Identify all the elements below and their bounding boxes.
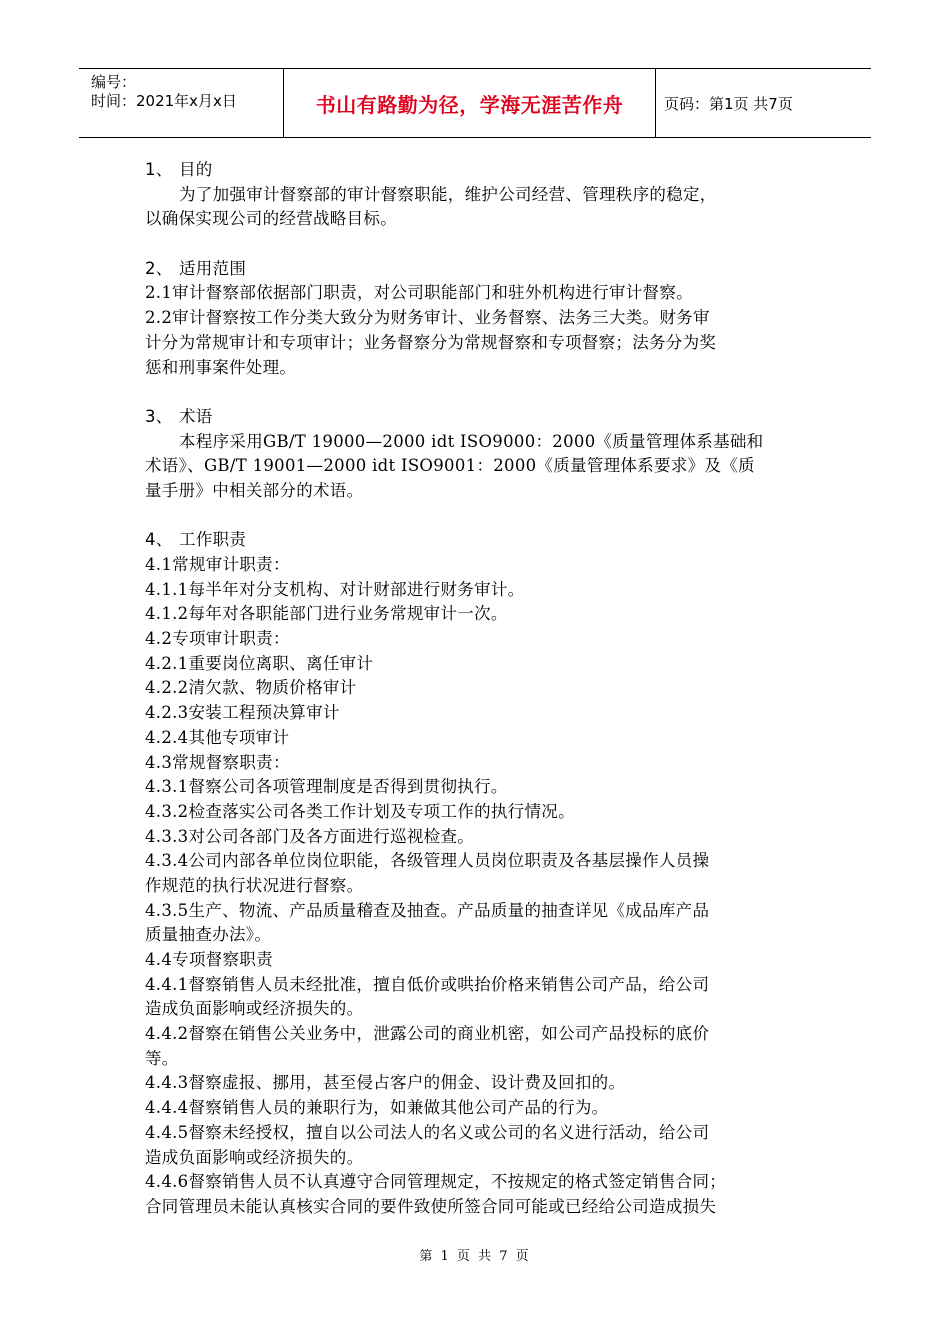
list-item: 4.4专项督察职责 bbox=[145, 950, 273, 969]
list-item: 4.3.4公司内部各单位岗位职能，各级管理人员岗位职责及各基层操作人员操 bbox=[145, 851, 710, 871]
list-item: 4.3.3对公司各部门及各方面进行巡视检查。 bbox=[145, 826, 475, 846]
list-item: 4.4.4督察销售人员的兼职行为，如兼做其他公司产品的行为。 bbox=[145, 1098, 609, 1118]
list-item: 4.4.2督察在销售公关业务中，泄露公司的商业机密，如公司产品投标的底价 bbox=[145, 1024, 710, 1044]
section-heading bbox=[145, 405, 815, 430]
time-label: 时间：2021年x月x日 bbox=[91, 92, 237, 110]
section-heading bbox=[145, 257, 815, 282]
list-item: 等。 bbox=[145, 1048, 179, 1068]
page-code: 页码：第1页 共7页 bbox=[664, 94, 793, 113]
document-body bbox=[145, 158, 815, 1220]
list-item: 4.2.2清欠款、物质价格审计 bbox=[145, 678, 357, 698]
list-item: 作规范的执行状况进行督察。 bbox=[145, 875, 364, 895]
header-page-cell bbox=[656, 69, 871, 137]
list-item: 4.4.1督察销售人员未经批准，擅自低价或哄抬价格来销售公司产品，给公司 bbox=[145, 974, 710, 994]
section-heading bbox=[145, 158, 815, 183]
paragraph-line: 计分为常规审计和专项审计；业务督察分为常规督察和专项督察；法务分为奖 bbox=[145, 332, 717, 352]
paragraph-line: 本程序采用GB/T 19000—2000 idt ISO9000：2000《质量管理体系基础和 bbox=[179, 431, 764, 451]
motto-text: 书山有路勤为径，学海无涯苦作舟 bbox=[315, 92, 624, 117]
paragraph-line: 量手册》中相关部分的术语。 bbox=[145, 480, 364, 500]
list-item: 4.4.3督察虚报、挪用，甚至侵占客户的佣金、设计费及回扣的。 bbox=[145, 1073, 626, 1093]
paragraph-line: 为了加强审计督察部的审计督察职能，维护公司经营、管理秩序的稳定， bbox=[179, 184, 717, 204]
number-label: 编号： bbox=[91, 73, 137, 91]
paragraph-line: 以确保实现公司的经营战略目标。 bbox=[145, 209, 397, 229]
page-footer: 第 1 页 共 7 页 bbox=[419, 1249, 531, 1264]
header-table bbox=[79, 68, 871, 138]
list-item: 4.1.1每半年对分支机构、对计财部进行财务审计。 bbox=[145, 579, 525, 599]
header-motto-cell bbox=[283, 69, 656, 137]
list-item: 4.1.2每年对各职能部门进行业务常规审计一次。 bbox=[145, 604, 508, 624]
section-number: 4、 bbox=[145, 530, 173, 550]
paragraph-line: 2.2审计督察按工作分类大致分为财务审计、业务督察、法务三大类。财务审 bbox=[145, 308, 710, 328]
list-item: 4.3常规督察职责： bbox=[145, 752, 290, 772]
list-item: 4.1常规审计职责： bbox=[145, 555, 290, 574]
list-item: 4.2.3安装工程预决算审计 bbox=[145, 703, 340, 723]
section-title: 适用范围 bbox=[179, 258, 247, 278]
list-item: 4.4.6督察销售人员不认真遵守合同管理规定，不按规定的格式签定销售合同； bbox=[145, 1172, 727, 1192]
section-heading bbox=[145, 528, 815, 553]
list-item: 造成负面影响或经济损失的。 bbox=[145, 999, 364, 1019]
list-item: 4.2专项审计职责： bbox=[145, 629, 290, 649]
list-item: 4.3.2检查落实公司各类工作计划及专项工作的执行情况。 bbox=[145, 801, 575, 821]
list-item: 4.3.1督察公司各项管理制度是否得到贯彻执行。 bbox=[145, 777, 508, 797]
list-item: 合同管理员未能认真核实合同的要件致使所签合同可能或已经给公司造成损失 bbox=[145, 1196, 717, 1216]
section-number: 2、 bbox=[145, 258, 173, 278]
list-item: 造成负面影响或经济损失的。 bbox=[145, 1147, 364, 1167]
section-title: 目的 bbox=[179, 160, 213, 179]
list-item: 4.4.5督察未经授权，擅自以公司法人的名义或公司的名义进行活动，给公司 bbox=[145, 1122, 710, 1142]
list-item: 4.3.5生产、物流、产品质量稽查及抽查。产品质量的抽查详见《成品库产品 bbox=[145, 900, 710, 920]
paragraph-line: 2.1审计督察部依据部门职责，对公司职能部门和驻外机构进行审计督察。 bbox=[145, 283, 693, 303]
list-item: 质量抽查办法》。 bbox=[145, 925, 272, 945]
section-title: 术语 bbox=[179, 406, 213, 426]
paragraph-line: 术语》、GB/T 19001—2000 idt ISO9001：2000《质量管理体系要求》及《质 bbox=[145, 456, 755, 476]
header-info-cell bbox=[79, 69, 283, 137]
list-item: 4.2.1重要岗位离职、离任审计 bbox=[145, 653, 374, 673]
paragraph-line: 惩和刑事案件处理。 bbox=[145, 357, 297, 377]
section-number: 1、 bbox=[145, 160, 173, 179]
list-item: 4.2.4其他专项审计 bbox=[145, 727, 290, 747]
section-number: 3、 bbox=[145, 406, 173, 426]
section-title: 工作职责 bbox=[179, 530, 247, 550]
